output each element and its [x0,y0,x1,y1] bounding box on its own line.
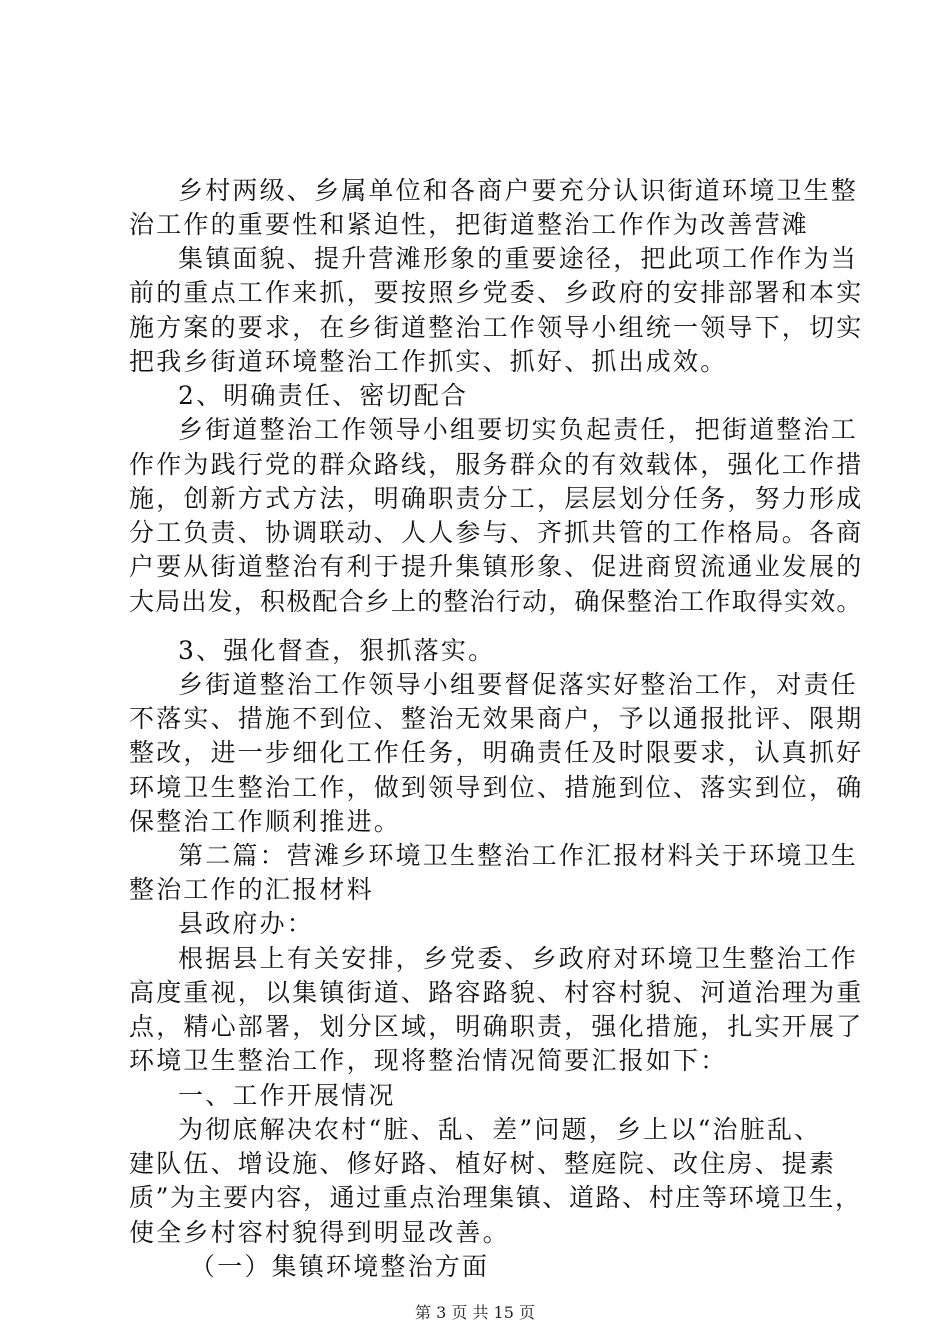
text-line: 使全乡村容村貌得到明显改善。 [129,1218,510,1247]
text-line: 高度重视，以集镇街道、路容路貌、村容村貌、河道治理为重 [129,978,864,1007]
text-line: 环境卫生整治工作，做到领导到位、措施到位、落实到位，确 [129,773,864,802]
text-line: 前的重点工作来抓，要按照乡党委、乡政府的安排部署和本实 [129,278,864,307]
text-line: 一、工作开展情况 [178,1081,396,1110]
text-line: （一）集镇环境整治方面 [190,1252,490,1281]
text-line: 不落实、措施不到位、整治无效果商户，予以通报批评、限期 [129,704,864,733]
text-line: 为彻底解决农村“脏、乱、差”问题，乡上以“治脏乱、 [178,1115,822,1144]
text-line: 环境卫生整治工作，现将整治情况简要汇报如下： [129,1046,728,1075]
page-number: 第 3 页 共 15 页 [415,1303,535,1322]
text-line: 集镇面貌、提升营滩形象的重要途径，把此项工作作为当 [178,244,859,273]
text-line: 3、强化督查，狠抓落实。 [178,636,496,665]
text-line: 分工负责、协调联动、人人参与、齐抓共管的工作格局。各商 [129,518,864,547]
section-heading: 第二篇：营滩乡环境卫生整治工作汇报材料关于环境卫生 [178,841,859,870]
text-line: 把我乡街道环境整治工作抓实、抓好、抓出成效。 [129,347,728,376]
text-line: 乡街道整治工作领导小组要切实负起责任，把街道整治工 [178,415,859,444]
text-line: 治工作的重要性和紧迫性，把街道整治工作作为改善营滩 [129,210,810,239]
text-line: 县政府办： [178,909,315,938]
text-line: 整改，进一步细化工作任务，明确责任及时限要求，认真抓好 [129,738,864,767]
text-line: 乡村两级、乡属单位和各商户要充分认识街道环境卫生整 [178,176,859,205]
text-line: 施方案的要求，在乡街道整治工作领导小组统一领导下，切实 [129,313,864,342]
text-line: 点，精心部署，划分区域，明确职责，强化措施，扎实开展了 [129,1012,864,1041]
text-line: 户要从街道整治有利于提升集镇形象、促进商贸流通业发展的 [129,552,864,581]
text-line: 乡街道整治工作领导小组要督促落实好整治工作，对责任 [178,670,859,699]
text-line: 作作为践行党的群众路线，服务群众的有效载体，强化工作措 [129,450,864,479]
section-heading: 整治工作的汇报材料 [129,875,374,904]
text-line: 建队伍、增设施、修好路、植好树、整庭院、改住房、提素 [129,1149,837,1178]
text-line: 保整治工作顺利推进。 [129,807,402,836]
text-line: 根据县上有关安排，乡党委、乡政府对环境卫生整治工作 [178,944,859,973]
text-line: 大局出发，积极配合乡上的整治行动，确保整治工作取得实效。 [129,587,863,616]
text-line: 2、明确责任、密切配合 [178,381,469,410]
text-line: 施，创新方式方法，明确职责分工，层层划分任务，努力形成 [129,484,864,513]
text-line: 质”为主要内容，通过重点治理集镇、道路、村庄等环境卫生， [129,1183,862,1212]
